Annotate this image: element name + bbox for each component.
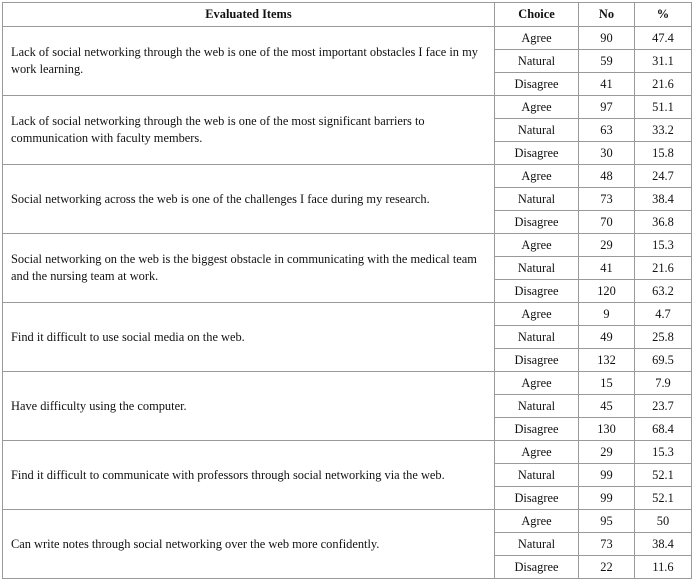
choice-cell: Disagree — [495, 487, 579, 510]
percent-cell: 7.9 — [635, 372, 692, 395]
count-cell: 29 — [579, 234, 635, 257]
count-cell: 22 — [579, 556, 635, 579]
header-evaluated-items: Evaluated Items — [3, 3, 495, 27]
count-cell: 30 — [579, 142, 635, 165]
percent-cell: 21.6 — [635, 257, 692, 280]
choice-cell: Natural — [495, 395, 579, 418]
percent-cell: 69.5 — [635, 349, 692, 372]
percent-cell: 31.1 — [635, 50, 692, 73]
choice-cell: Disagree — [495, 142, 579, 165]
table-row — [3, 303, 692, 326]
percent-cell: 68.4 — [635, 418, 692, 441]
table-row — [3, 27, 692, 50]
choice-cell: Agree — [495, 96, 579, 119]
choice-cell: Natural — [495, 50, 579, 73]
item-text: Find it difficult to use social media on the web. — [3, 303, 495, 372]
choice-cell: Natural — [495, 257, 579, 280]
choice-cell: Agree — [495, 372, 579, 395]
choice-cell: Natural — [495, 326, 579, 349]
count-cell: 70 — [579, 211, 635, 234]
count-cell: 15 — [579, 372, 635, 395]
choice-cell: Disagree — [495, 280, 579, 303]
count-cell: 90 — [579, 27, 635, 50]
choice-cell: Agree — [495, 234, 579, 257]
percent-cell: 11.6 — [635, 556, 692, 579]
percent-cell: 38.4 — [635, 188, 692, 211]
count-cell: 130 — [579, 418, 635, 441]
count-cell: 45 — [579, 395, 635, 418]
count-cell: 120 — [579, 280, 635, 303]
choice-cell: Natural — [495, 533, 579, 556]
count-cell: 59 — [579, 50, 635, 73]
percent-cell: 47.4 — [635, 27, 692, 50]
choice-cell: Agree — [495, 27, 579, 50]
percent-cell: 15.3 — [635, 234, 692, 257]
choice-cell: Disagree — [495, 418, 579, 441]
count-cell: 9 — [579, 303, 635, 326]
count-cell: 49 — [579, 326, 635, 349]
table-row — [3, 441, 692, 464]
percent-cell: 25.8 — [635, 326, 692, 349]
percent-cell: 4.7 — [635, 303, 692, 326]
item-text: Can write notes through social networking over the web more confidently. — [3, 510, 495, 579]
header-row — [3, 3, 692, 27]
item-text: Social networking across the web is one of the challenges I face during my research. — [3, 165, 495, 234]
count-cell: 99 — [579, 487, 635, 510]
count-cell: 63 — [579, 119, 635, 142]
percent-cell: 23.7 — [635, 395, 692, 418]
table-row — [3, 510, 692, 533]
count-cell: 41 — [579, 73, 635, 96]
count-cell: 73 — [579, 188, 635, 211]
table-row — [3, 234, 692, 257]
percent-cell: 52.1 — [635, 487, 692, 510]
choice-cell: Disagree — [495, 349, 579, 372]
choice-cell: Agree — [495, 303, 579, 326]
count-cell: 95 — [579, 510, 635, 533]
percent-cell: 63.2 — [635, 280, 692, 303]
choice-cell: Agree — [495, 441, 579, 464]
percent-cell: 38.4 — [635, 533, 692, 556]
percent-cell: 24.7 — [635, 165, 692, 188]
count-cell: 29 — [579, 441, 635, 464]
choice-cell: Disagree — [495, 556, 579, 579]
choice-cell: Agree — [495, 510, 579, 533]
item-text: Have difficulty using the computer. — [3, 372, 495, 441]
header-choice: Choice — [495, 3, 579, 27]
choice-cell: Natural — [495, 464, 579, 487]
percent-cell: 51.1 — [635, 96, 692, 119]
percent-cell: 36.8 — [635, 211, 692, 234]
header-percent: % — [635, 3, 692, 27]
percent-cell: 52.1 — [635, 464, 692, 487]
count-cell: 41 — [579, 257, 635, 280]
table-row — [3, 165, 692, 188]
percent-cell: 33.2 — [635, 119, 692, 142]
survey-table — [2, 2, 692, 579]
count-cell: 132 — [579, 349, 635, 372]
choice-cell: Agree — [495, 165, 579, 188]
percent-cell: 15.3 — [635, 441, 692, 464]
item-text: Lack of social networking through the web is one of the most significant barriers to communication with faculty members. — [3, 96, 495, 165]
percent-cell: 15.8 — [635, 142, 692, 165]
item-text: Lack of social networking through the web is one of the most important obstacles I face in my work learning. — [3, 27, 495, 96]
count-cell: 73 — [579, 533, 635, 556]
percent-cell: 21.6 — [635, 73, 692, 96]
choice-cell: Natural — [495, 188, 579, 211]
count-cell: 97 — [579, 96, 635, 119]
table-row — [3, 372, 692, 395]
choice-cell: Disagree — [495, 73, 579, 96]
table-row — [3, 96, 692, 119]
table-body — [3, 27, 692, 579]
choice-cell: Natural — [495, 119, 579, 142]
item-text: Find it difficult to communicate with professors through social networking via the web. — [3, 441, 495, 510]
count-cell: 48 — [579, 165, 635, 188]
count-cell: 99 — [579, 464, 635, 487]
percent-cell: 50 — [635, 510, 692, 533]
choice-cell: Disagree — [495, 211, 579, 234]
header-no: No — [579, 3, 635, 27]
table-header — [3, 3, 692, 27]
item-text: Social networking on the web is the biggest obstacle in communicating with the medical team and the nursing team at work. — [3, 234, 495, 303]
